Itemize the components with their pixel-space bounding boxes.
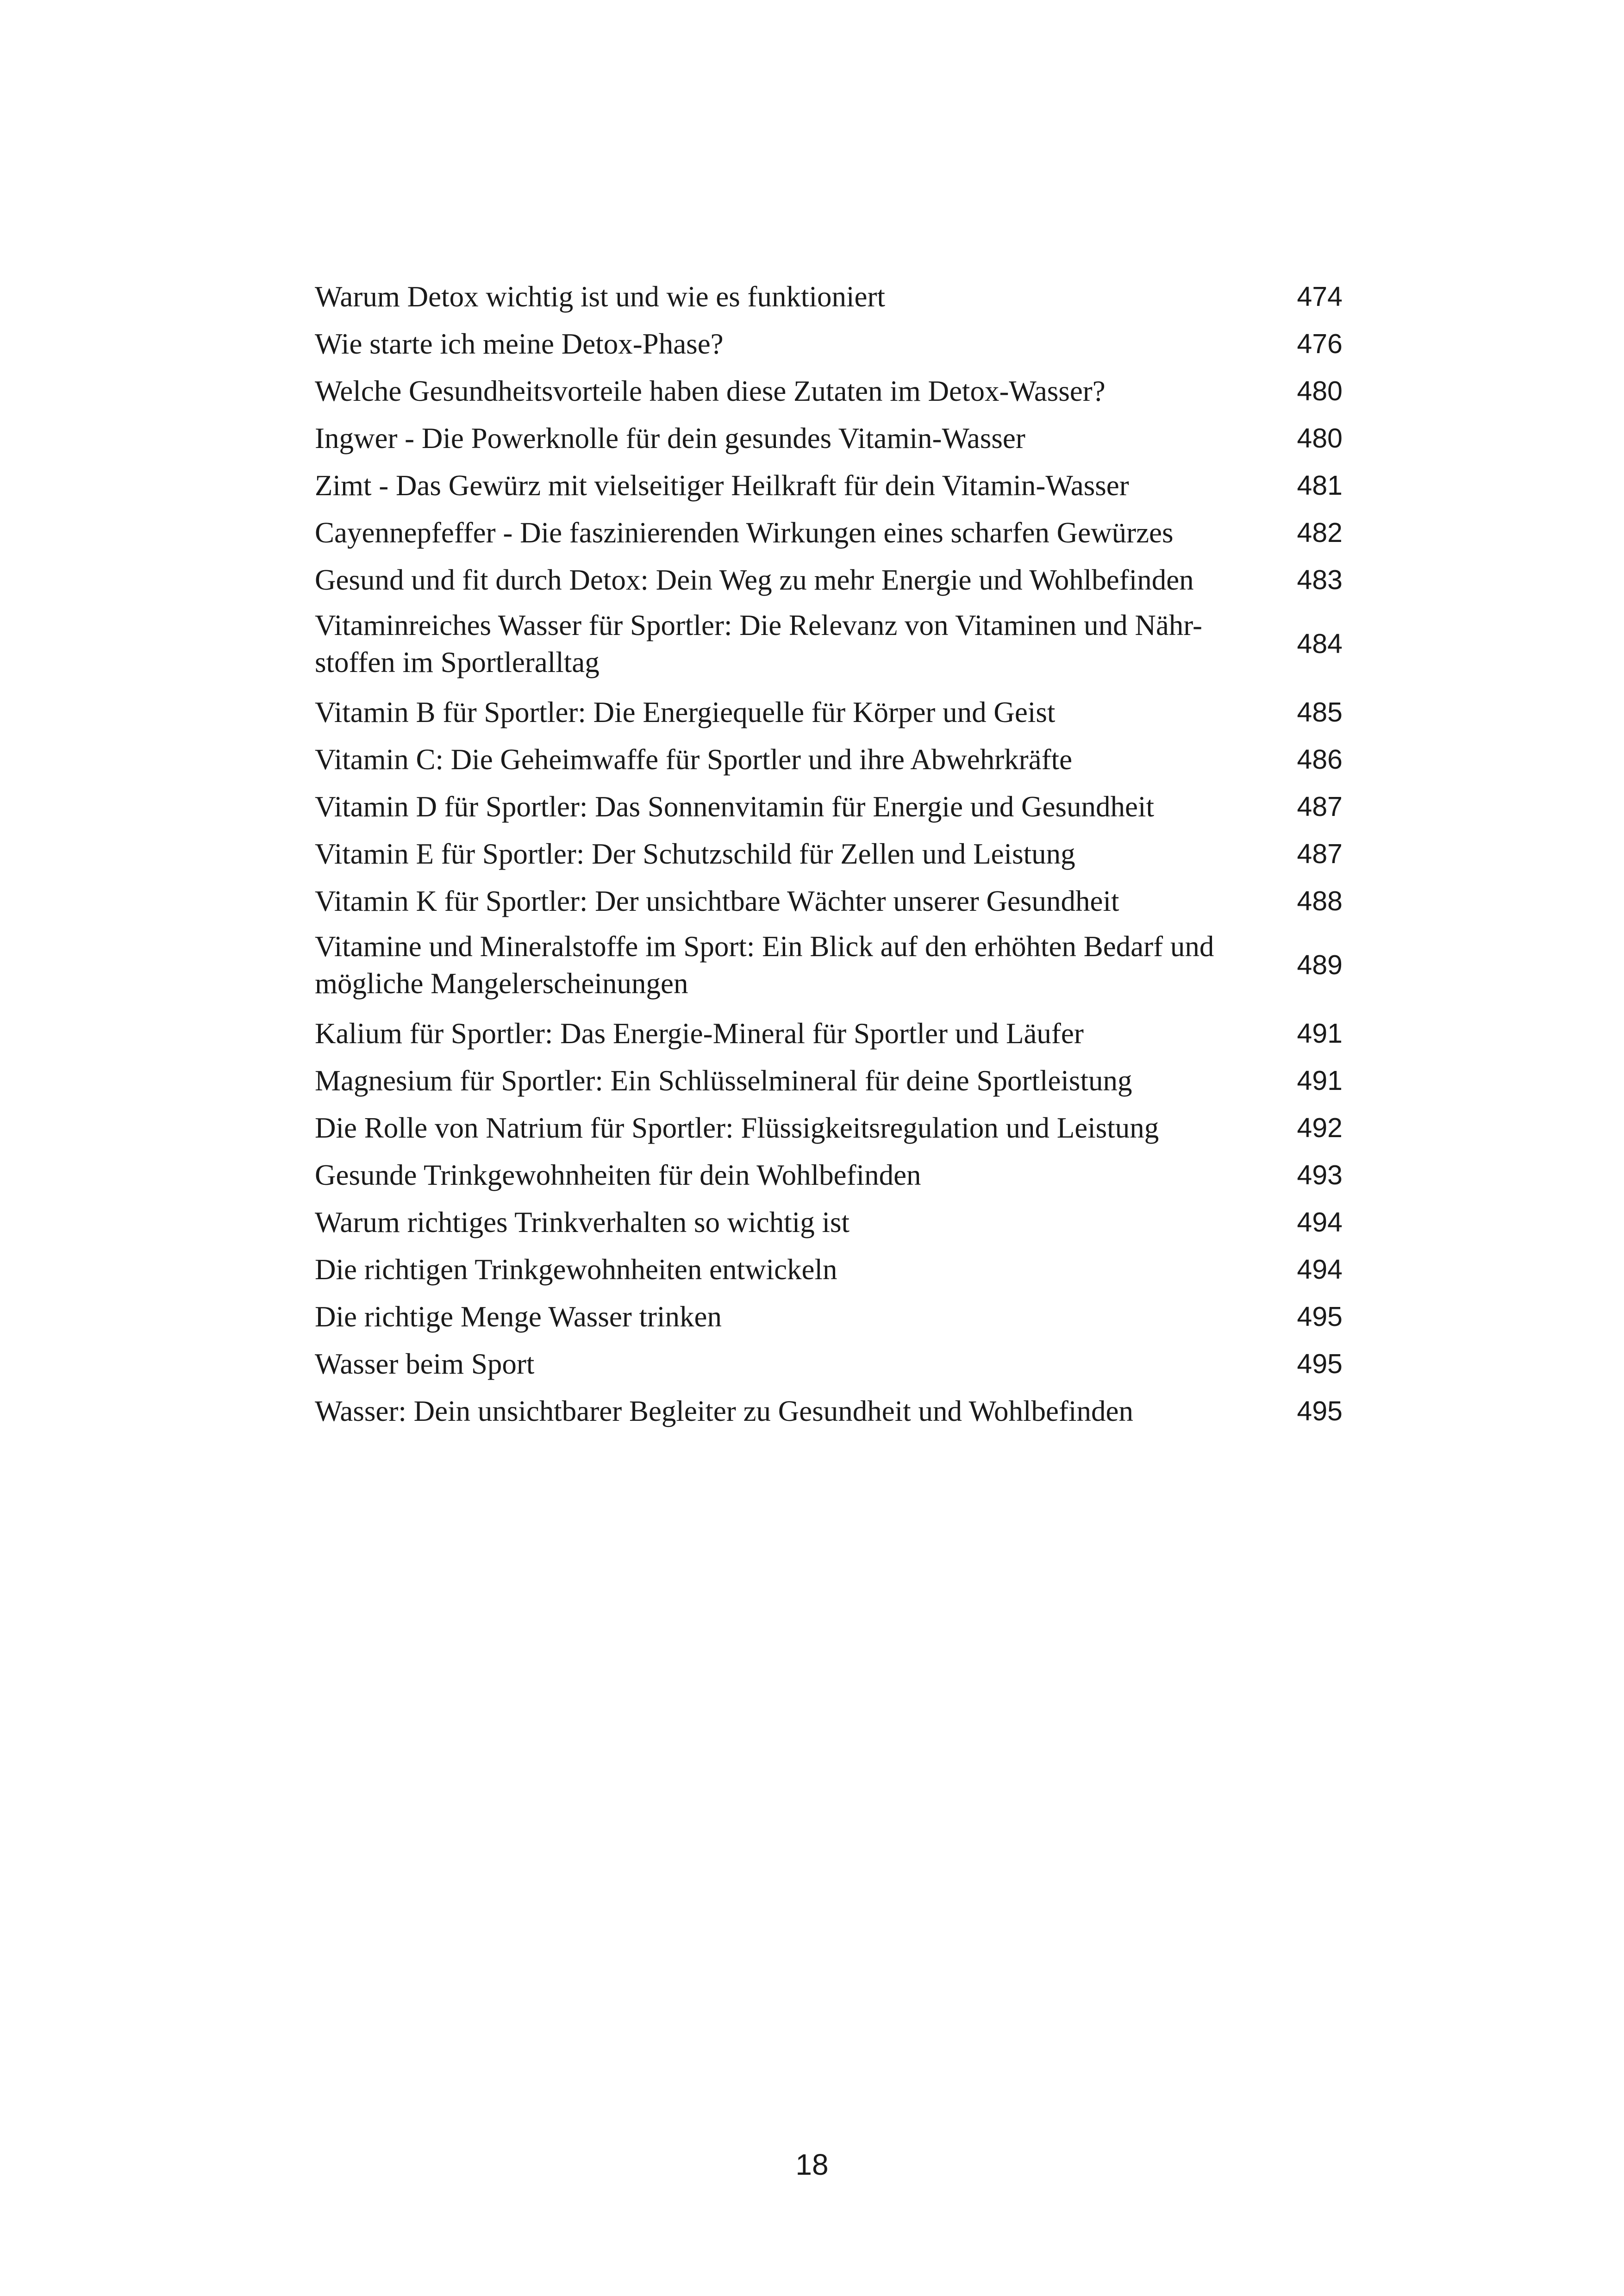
toc-entry[interactable] xyxy=(315,1293,1343,1340)
toc-entry[interactable] xyxy=(315,1057,1343,1104)
toc-entry[interactable] xyxy=(315,926,1343,1004)
toc-entry-page: 488 xyxy=(1297,886,1343,916)
toc-entry-page: 476 xyxy=(1297,329,1343,359)
toc-entry-title: Wie starte ich meine Detox-Phase? xyxy=(315,328,724,360)
toc-entry-title: Vitamin C: Die Geheimwaffe für Sportler und ihre Abwehrkräfte xyxy=(315,743,1073,776)
toc-entry-title: Ingwer - Die Powerknolle für dein gesundes Vitamin-Wasser xyxy=(315,422,1025,454)
page-number: 18 xyxy=(795,2148,829,2181)
toc-entry-page: 487 xyxy=(1297,791,1343,822)
toc-entry[interactable] xyxy=(315,1246,1343,1293)
toc-entry-title: Warum Detox wichtig ist und wie es funktioniert xyxy=(315,280,885,313)
toc-entry-page: 489 xyxy=(1297,950,1343,980)
toc-entry-title: Die richtige Menge Wasser trinken xyxy=(315,1300,722,1333)
toc-entry-page: 484 xyxy=(1297,628,1343,659)
toc-entry-title: Welche Gesundheitsvorteile haben diese Zutaten im Detox-Wasser? xyxy=(315,375,1106,407)
toc-entry[interactable] xyxy=(315,604,1343,683)
toc-entry-page: 491 xyxy=(1297,1065,1343,1096)
toc-entry-page: 495 xyxy=(1297,1349,1343,1379)
toc-entry[interactable] xyxy=(315,367,1343,415)
toc-entry-page: 494 xyxy=(1297,1254,1343,1285)
toc-entry-title: Vitamin E für Sportler: Der Schutzschild für Zellen und Leistung xyxy=(315,838,1075,870)
toc-entry-title: Vitamin B für Sportler: Die Energiequelle für Körper und Geist xyxy=(315,696,1056,728)
toc-entry-page: 495 xyxy=(1297,1301,1343,1332)
toc-entry-title: Vitamin D für Sportler: Das Sonnenvitamin für Energie und Gesundheit xyxy=(315,790,1154,823)
toc-entry-page: 491 xyxy=(1297,1018,1343,1049)
toc-entry-page: 481 xyxy=(1297,470,1343,501)
toc-entry[interactable] xyxy=(315,1104,1343,1151)
toc-entry-title: Gesund und fit durch Detox: Dein Weg zu mehr Energie und Wohlbefinden xyxy=(315,564,1194,596)
toc-entry-page: 486 xyxy=(1297,744,1343,775)
toc-entry-page: 480 xyxy=(1297,423,1343,454)
toc-entry-page: 485 xyxy=(1297,697,1343,728)
toc-entry[interactable] xyxy=(315,320,1343,367)
toc-entry-page: 493 xyxy=(1297,1160,1343,1190)
toc-entry[interactable] xyxy=(315,1388,1343,1435)
toc-entry-page: 482 xyxy=(1297,517,1343,548)
toc-entry[interactable] xyxy=(315,415,1343,462)
toc-entry[interactable] xyxy=(315,556,1343,604)
toc-entry-title: Gesunde Trinkgewohnheiten für dein Wohlbefinden xyxy=(315,1159,921,1191)
toc-entry[interactable] xyxy=(315,1199,1343,1246)
toc-entry-title: Vitamine und Mineralstoffe im Sport: Ein Blick auf den erhöhten Bedarf und mögliche Mangelerscheinungen xyxy=(315,930,1214,1000)
table-of-contents xyxy=(315,273,1343,1435)
toc-entry[interactable] xyxy=(315,1340,1343,1388)
toc-entry[interactable] xyxy=(315,689,1343,736)
toc-entry[interactable] xyxy=(315,736,1343,783)
toc-entry[interactable] xyxy=(315,509,1343,556)
toc-entry[interactable] xyxy=(315,830,1343,877)
toc-entry-page: 492 xyxy=(1297,1113,1343,1143)
toc-entry[interactable] xyxy=(315,462,1343,509)
toc-entry-title: Cayennepfeffer - Die faszinierenden Wirkungen eines scharfen Gewürzes xyxy=(315,516,1174,549)
toc-entry-title: Magnesium für Sportler: Ein Schlüsselmineral für deine Sportleistung xyxy=(315,1064,1132,1097)
toc-entry-page: 494 xyxy=(1297,1207,1343,1238)
toc-entry-page: 495 xyxy=(1297,1396,1343,1426)
toc-entry[interactable] xyxy=(315,273,1343,320)
toc-entry-title: Zimt - Das Gewürz mit vielseitiger Heilkraft für dein Vitamin-Wasser xyxy=(315,469,1129,502)
toc-entry-title: Wasser beim Sport xyxy=(315,1348,535,1380)
toc-entry-title: Wasser: Dein unsichtbarer Begleiter zu Gesundheit und Wohlbefinden xyxy=(315,1395,1133,1427)
toc-entry-title: Vitaminreiches Wasser für Sportler: Die Relevanz von Vitaminen und Nähr-stoffen im Sportleralltag xyxy=(315,609,1202,678)
toc-entry-title: Die Rolle von Natrium für Sportler: Flüssigkeitsregulation und Leistung xyxy=(315,1112,1159,1144)
toc-entry[interactable] xyxy=(315,877,1343,925)
toc-entry-page: 480 xyxy=(1297,376,1343,406)
toc-entry-title: Die richtigen Trinkgewohnheiten entwickeln xyxy=(315,1253,837,1286)
toc-entry-page: 474 xyxy=(1297,281,1343,312)
toc-entry-title: Warum richtiges Trinkverhalten so wichtig ist xyxy=(315,1206,850,1238)
toc-entry-title: Vitamin K für Sportler: Der unsichtbare Wächter unserer Gesundheit xyxy=(315,885,1119,917)
toc-entry[interactable] xyxy=(315,1010,1343,1057)
toc-entry[interactable] xyxy=(315,1151,1343,1199)
toc-entry-title: Kalium für Sportler: Das Energie-Mineral für Sportler und Läufer xyxy=(315,1017,1084,1050)
toc-entry[interactable] xyxy=(315,783,1343,830)
toc-entry-page: 483 xyxy=(1297,565,1343,595)
toc-entry-page: 487 xyxy=(1297,839,1343,869)
